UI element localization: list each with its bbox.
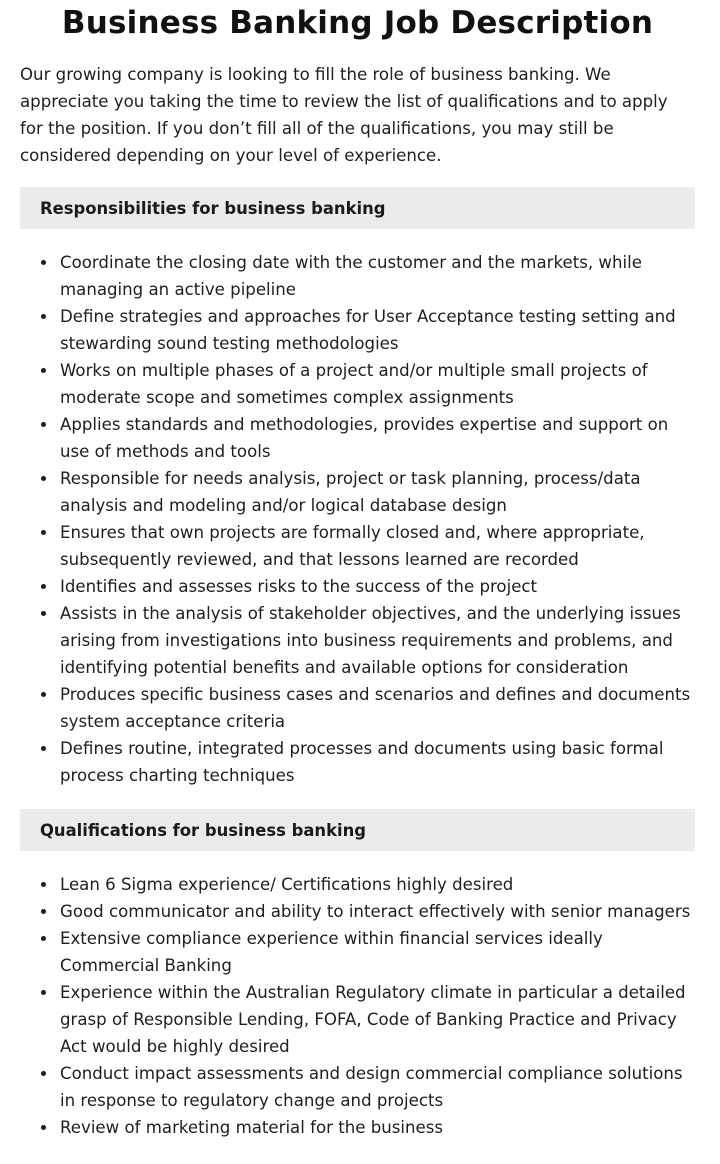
bullet-icon	[41, 530, 46, 535]
list-item-text: Conduct impact assessments and design commercial compliance solutions in response to regulatory change and projects	[60, 1064, 683, 1110]
list-item-text: Identifies and assesses risks to the success of the project	[60, 577, 538, 596]
list-item-text: Lean 6 Sigma experience/ Certifications highly desired	[60, 875, 514, 894]
bullet-icon	[41, 1125, 46, 1130]
bullet-icon	[41, 882, 46, 887]
list-item	[20, 519, 695, 573]
list-item-text: Experience within the Australian Regulatory climate in particular a detailed grasp of Responsible Lending, FOFA, Code of Banking Practice and Privacy Act would be highly desired	[60, 983, 686, 1056]
qualifications-list	[20, 871, 695, 1141]
list-item	[20, 1114, 695, 1141]
bullet-icon	[41, 692, 46, 697]
bullet-icon	[41, 314, 46, 319]
intro-paragraph: Our growing company is looking to fill the role of business banking. We appreciate you taking the time to review the list of qualifications and to apply for the position. If you don’t fill all of the qualifications, you may still be considered depending on your level of experience.	[20, 65, 668, 165]
list-item	[20, 681, 695, 735]
list-item	[20, 600, 695, 681]
list-item	[20, 1060, 695, 1114]
list-item	[20, 249, 695, 303]
bullet-icon	[41, 476, 46, 481]
list-item	[20, 357, 695, 411]
bullet-icon	[41, 368, 46, 373]
list-item	[20, 898, 695, 925]
list-item-text: Produces specific business cases and scenarios and defines and documents system acceptance criteria	[60, 685, 691, 731]
list-item-text: Review of marketing material for the business	[60, 1118, 444, 1137]
list-item-text: Extensive compliance experience within financial services ideally Commercial Banking	[60, 929, 603, 975]
list-item-text: Defines routine, integrated processes and documents using basic formal process charting techniques	[60, 739, 664, 785]
bullet-icon	[41, 422, 46, 427]
list-item-text: Works on multiple phases of a project and/or multiple small projects of moderate scope and sometimes complex assignments	[60, 361, 648, 407]
list-item	[20, 465, 695, 519]
bullet-icon	[41, 611, 46, 616]
list-item	[20, 303, 695, 357]
responsibilities-heading: Responsibilities for business banking	[40, 198, 386, 218]
bullet-icon	[41, 746, 46, 751]
list-item-text: Assists in the analysis of stakeholder objectives, and the underlying issues arising from investigations into business requirements and problems, and identifying potential benefits and available options for consideration	[60, 604, 681, 677]
list-item-text: Responsible for needs analysis, project or task planning, process/data analysis and modeling and/or logical database design	[60, 469, 641, 515]
bullet-icon	[41, 990, 46, 995]
list-item	[20, 411, 695, 465]
list-item-text: Define strategies and approaches for User Acceptance testing setting and stewarding sound testing methodologies	[60, 307, 676, 353]
list-item	[20, 979, 695, 1060]
list-item	[20, 871, 695, 898]
list-item	[20, 573, 695, 600]
list-item	[20, 925, 695, 979]
bullet-icon	[41, 936, 46, 941]
bullet-icon	[41, 1071, 46, 1076]
responsibilities-list	[20, 249, 695, 789]
list-item	[20, 735, 695, 789]
list-item-text: Applies standards and methodologies, provides expertise and support on use of methods and tools	[60, 415, 669, 461]
bullet-icon	[41, 584, 46, 589]
qualifications-heading: Qualifications for business banking	[40, 820, 367, 840]
list-item-text: Coordinate the closing date with the customer and the markets, while managing an active pipeline	[60, 253, 642, 299]
bullet-icon	[41, 260, 46, 265]
qualifications-header	[20, 809, 695, 851]
responsibilities-header	[20, 187, 695, 229]
page-title: Business Banking Job Description	[61, 5, 654, 41]
bullet-icon	[41, 909, 46, 914]
list-item-text: Ensures that own projects are formally closed and, where appropriate, subsequently reviewed, and that lessons learned are recorded	[60, 523, 645, 569]
list-item-text: Good communicator and ability to interact effectively with senior managers	[60, 902, 691, 921]
